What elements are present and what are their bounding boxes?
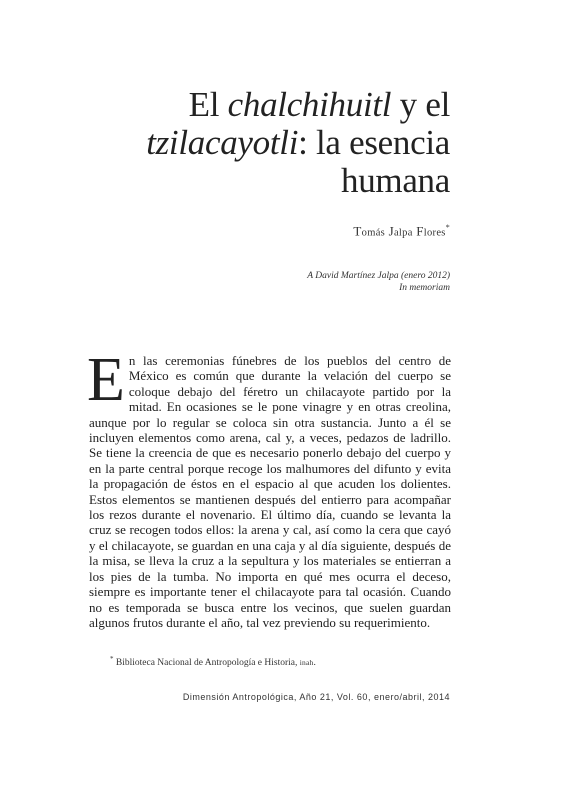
- title-term-chalchihuitl: chalchihuitl: [227, 85, 392, 124]
- footnote-abbr: inah: [299, 658, 314, 668]
- footnote: * Biblioteca Nacional de Antropología e Historia, inah.: [110, 655, 316, 669]
- footnote-text: Biblioteca Nacional de Antropología e Historia,: [113, 658, 300, 669]
- article-title: [110, 86, 450, 200]
- title-text-3: : la esencia: [298, 123, 450, 162]
- body-text: n las ceremonias fúnebres de los pueblos del centro de México es común que durante la velación del cuerpo se coloque debajo del féretro un chilacayote partido por la mitad. En ocasiones se le pone vinagre y en otras creolina, aunque por lo regular se coloca sin otra sustancia. Junto a él se incluyen elementos como arena, cal y, a veces, pedazos de ladrillo. Se tiene la creencia de que es necesario ponerlo debajo del cuerpo y en la parte central porque recoge los malhumores del difunto y evita la propagación de éstos en el espacio al que acuden los dolientes. Estos elementos se mantienen después del entierro para acompañar los rezos durante el novenario. El último día, cuando se levanta la cruz se recogen todos ellos: la arena y cal, así como la cera que cayó y el chilacayote, se guardan en una caja y al día siguiente, después de la misa, se lleva la cruz a la sepultura y los materiales se entierran a los pies de la tumba. No importa en qué mes ocurra el deceso, siempre es importante tener el chilacayote para tal ocasión. Cuando no es temporada se busca entre los vecinos, que suelen guardan algunos frutos durante el año, tal vez previendo su requerimiento.: [89, 353, 451, 630]
- dedication: [307, 270, 450, 294]
- author-name: Tomás Jalpa Flores*: [353, 223, 450, 239]
- dedication-line-1: A David Martínez Jalpa (enero 2012): [307, 271, 450, 281]
- title-text-2: y el: [391, 85, 450, 124]
- dedication-line-2: In memoriam: [399, 283, 450, 293]
- journal-footer: Dimensión Antropológica, Año 21, Vol. 60, enero/abril, 2014: [182, 692, 450, 702]
- title-text-4: humana: [341, 161, 450, 200]
- author-footnote-mark: *: [445, 223, 450, 232]
- drop-cap: E: [87, 346, 125, 414]
- footnote-mark: *: [110, 655, 114, 663]
- title-text-1: El: [188, 85, 228, 124]
- title-term-tzilacayotli: tzilacayotli: [146, 123, 299, 162]
- body-paragraph: [87, 346, 451, 630]
